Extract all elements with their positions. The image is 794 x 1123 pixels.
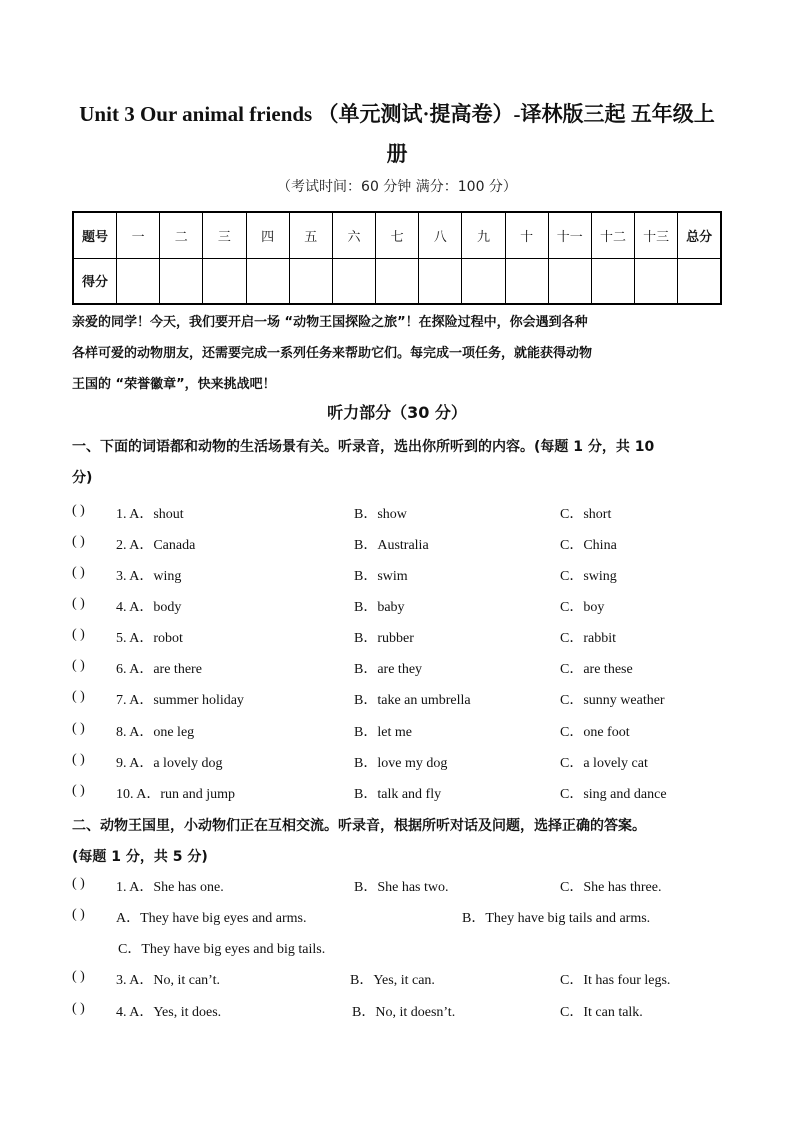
option-a: 6. A．are there — [116, 662, 202, 677]
question-row — [72, 1001, 722, 1025]
score-cell[interactable] — [203, 258, 246, 304]
question-row — [72, 907, 722, 931]
score-cell[interactable] — [376, 258, 419, 304]
option-a: 10. A．run and jump — [116, 787, 235, 802]
question-row — [72, 969, 722, 993]
answer-blank[interactable]: ( ) — [72, 752, 85, 767]
option-a: 4. A．body — [116, 600, 182, 615]
column-header: 四 — [246, 212, 289, 258]
score-cell[interactable] — [591, 258, 634, 304]
score-cell[interactable] — [419, 258, 462, 304]
score-table-score-row — [73, 258, 721, 304]
option-b: B．talk and fly — [354, 787, 442, 802]
option-c: C．sunny weather — [560, 693, 665, 708]
score-table-header-row — [73, 212, 721, 258]
intro-line: 各样可爱的动物朋友，还需要完成一系列任务来帮助它们。每完成一项任务，就能获得动物 — [72, 346, 593, 361]
answer-blank[interactable]: ( ) — [72, 689, 85, 704]
score-cell[interactable] — [548, 258, 591, 304]
score-cell[interactable] — [289, 258, 332, 304]
column-header: 八 — [419, 212, 462, 258]
column-header: 九 — [462, 212, 505, 258]
option-b: B．show — [354, 507, 407, 522]
question-row — [72, 689, 722, 713]
answer-blank[interactable]: ( ) — [72, 783, 85, 798]
question-row — [72, 658, 722, 682]
option-c: C．She has three. — [560, 880, 662, 895]
intro-paragraph — [72, 307, 722, 400]
question-row-continued — [72, 938, 722, 962]
option-c: C．It can talk. — [560, 1005, 643, 1020]
question-row — [72, 534, 722, 558]
answer-blank[interactable]: ( ) — [72, 658, 85, 673]
option-a: 3. A．wing — [116, 569, 182, 584]
total-score-label: 总分 — [678, 212, 721, 258]
score-label: 得分 — [73, 258, 117, 304]
column-header: 二 — [160, 212, 203, 258]
option-c: C．boy — [560, 600, 605, 615]
option-a: 8. A．one leg — [116, 725, 195, 740]
option-c: C．China — [560, 538, 617, 553]
option-b: B．rubber — [354, 631, 414, 646]
intro-line: 王国的 “荣誉徽章”，快来挑战吧！ — [72, 377, 276, 392]
score-cell[interactable] — [246, 258, 289, 304]
column-header: 一 — [117, 212, 160, 258]
answer-blank[interactable]: ( ) — [72, 876, 85, 891]
question-row — [72, 503, 722, 527]
part1-heading-line-1: 一、下面的词语都和动物的生活场景有关。听录音，选出你所听到的内容。(每题 1 分，共 10 — [72, 439, 655, 455]
part2-heading-line-2: (每题 1 分，共 5 分) — [72, 849, 208, 865]
title-line-2: 册 — [386, 142, 408, 166]
score-cell[interactable] — [635, 258, 678, 304]
part2-heading — [72, 811, 732, 873]
column-header: 五 — [289, 212, 332, 258]
option-a: 2. A．Canada — [116, 538, 196, 553]
column-header: 六 — [332, 212, 375, 258]
title-line-1: Unit 3 Our animal friends （单元测试·提高卷）-译林版三起 五年级上 — [79, 102, 715, 126]
score-cell[interactable] — [505, 258, 548, 304]
question-row — [72, 596, 722, 620]
exam-time-info: （考试时间：60 分钟 满分：100 分） — [277, 179, 517, 195]
answer-blank[interactable]: ( ) — [72, 721, 85, 736]
score-cell[interactable] — [332, 258, 375, 304]
part1-heading — [72, 432, 732, 494]
question-number-label: 题号 — [73, 212, 117, 258]
option-a: 9. A．a lovely dog — [116, 756, 223, 771]
answer-blank[interactable]: ( ) — [72, 503, 85, 518]
answer-blank[interactable]: ( ) — [72, 627, 85, 642]
answer-blank[interactable]: ( ) — [72, 1001, 85, 1016]
total-score-cell[interactable] — [678, 258, 721, 304]
option-c: C．are these — [560, 662, 633, 677]
score-cell[interactable] — [117, 258, 160, 304]
option-c: C．sing and dance — [560, 787, 667, 802]
option-b: B．Yes, it can. — [350, 973, 435, 988]
column-header: 十一 — [548, 212, 591, 258]
option-a: 1. A．She has one. — [116, 880, 224, 895]
option-c: C．one foot — [560, 725, 630, 740]
answer-blank[interactable]: ( ) — [72, 596, 85, 611]
score-cell[interactable] — [462, 258, 505, 304]
option-b: B．She has two. — [354, 880, 449, 895]
option-a: 3. A．No, it can’t. — [116, 973, 220, 988]
option-c: C．short — [560, 507, 612, 522]
question-row — [72, 721, 722, 745]
question-row — [72, 783, 722, 807]
option-a: 7. A．summer holiday — [116, 693, 244, 708]
option-b: B．They have big tails and arms. — [462, 911, 651, 926]
column-header: 十 — [505, 212, 548, 258]
option-a: 5. A．robot — [116, 631, 183, 646]
option-c: C．a lovely cat — [560, 756, 648, 771]
intro-line: 亲爱的同学！今天，我们要开启一场 “动物王国探险之旅”！在探险过程中，你会遇到各种 — [72, 315, 588, 330]
option-c: C．swing — [560, 569, 617, 584]
part1-heading-line-2: 分) — [72, 470, 93, 486]
question-row — [72, 876, 722, 900]
option-b: B．take an umbrella — [354, 693, 471, 708]
option-b: B．No, it doesn’t. — [352, 1005, 456, 1020]
column-header: 十三 — [635, 212, 678, 258]
exam-title — [60, 94, 734, 174]
option-c: C．It has four legs. — [560, 973, 671, 988]
option-b: B．love my dog — [354, 756, 448, 771]
option-a: A．They have big eyes and arms. — [116, 911, 307, 926]
option-a: 1. A．shout — [116, 507, 184, 522]
option-b: B．are they — [354, 662, 423, 677]
listening-section-title: 听力部分（30 分） — [327, 403, 467, 422]
part2-heading-line-1: 二、动物王国里，小动物们正在互相交流。听录音，根据所听对话及问题，选择正确的答案。 — [72, 818, 646, 834]
column-header: 七 — [376, 212, 419, 258]
question-row — [72, 752, 722, 776]
option-c: C．rabbit — [560, 631, 616, 646]
question-row — [72, 565, 722, 589]
question-row — [72, 627, 722, 651]
option-b: B．baby — [354, 600, 405, 615]
column-header: 三 — [203, 212, 246, 258]
answer-blank[interactable]: ( ) — [72, 565, 85, 580]
column-header: 十二 — [591, 212, 634, 258]
answer-blank[interactable]: ( ) — [72, 907, 85, 922]
answer-blank[interactable]: ( ) — [72, 534, 85, 549]
option-b: B．Australia — [354, 538, 429, 553]
answer-blank[interactable]: ( ) — [72, 969, 85, 984]
option-c: C．They have big eyes and big tails. — [118, 942, 326, 957]
score-table — [72, 211, 722, 305]
option-b: B．let me — [354, 725, 412, 740]
option-b: B．swim — [354, 569, 408, 584]
option-a: 4. A．Yes, it does. — [116, 1005, 222, 1020]
score-cell[interactable] — [160, 258, 203, 304]
